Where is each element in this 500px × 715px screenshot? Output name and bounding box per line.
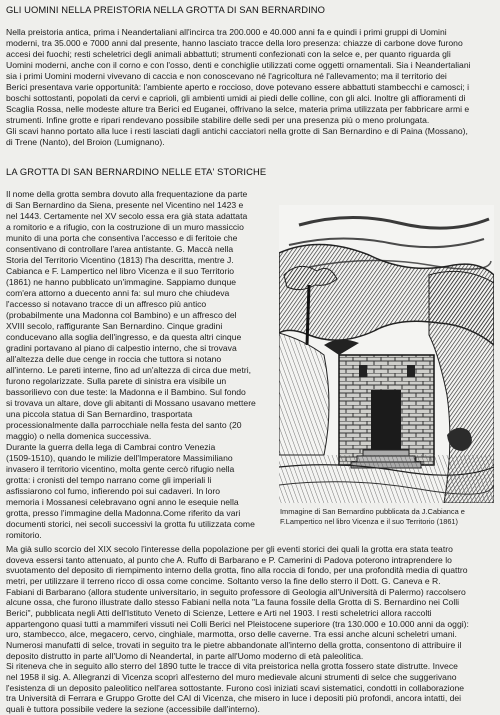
- text-line: Fabiani di Barbarano (allora studente universitario, in seguito professore di Geologia all'Università di Palermo) raccolsero: [6, 586, 466, 597]
- text-line: accesi dei fuochi; resti scheletrici degli animali abbattuti; strumenti confezionati con la selce e, per quanto riguarda gli: [6, 49, 451, 59]
- text-line: di San Bernardino da Siena, presente nel Vicentino nel 1423 e: [6, 200, 244, 210]
- text-line: invasero il territorio vicentino, molta gente cercò rifugio nella: [6, 464, 235, 474]
- text-line: grotta: i cronisti del tempo narrano come gli imperiali li: [6, 475, 212, 485]
- section2-title: LA GROTTA DI SAN BERNARDINO NELLE ETA' STORICHE: [6, 166, 267, 177]
- text-line: quali è tuttora possibile vedere la sezione (accessibile dall'interno).: [6, 704, 260, 714]
- text-line: nel 1443. Certamente nel XV secolo essa era già stata adattata: [6, 211, 248, 221]
- text-line: si trovava un altare, dove gli abitanti di Mossano usavano mettere: [6, 398, 256, 408]
- text-line: furono regolarizzate. Sulla parete di sinistra era visibile un: [6, 376, 227, 386]
- text-line: (1509-1510), quando le milizie dell'Imperatore Massimiliano: [6, 453, 233, 463]
- cave-engraving-image: [279, 205, 494, 503]
- text-line: grotta, presso l'immagine della Madonna.Come riferito da vari: [6, 508, 241, 518]
- text-line: alcune ossa, che furono illustrate dallo stesso Fabiani nella nota "La fauna fossile della Grotta di S. Bernardino nei Colli: [6, 597, 460, 608]
- text-line: metri, per utilizzare il terreno ricco di ossa come concime. Soltanto verso la fine dello sterro il Dott. G. Caneva e R.: [6, 576, 441, 586]
- text-line: Scaglia Rossa, nelle modeste alture tra Berici ed Euganei, offrivano la selce, materia prima utilizzata per fabbricare armi e: [6, 104, 470, 114]
- text-line: bassorilievo con due teste: la Madonna e il Bambino. Sul fondo: [6, 387, 246, 397]
- text-line: Il nome della grotta sembra dovuto alla frequentazione da parte: [6, 189, 248, 199]
- text-line: XVIII secolo, raffigurante San Bernardino. Cinque gradini: [6, 321, 223, 331]
- text-line: documenti storici, nei secoli successivi la grotta fu utilizzata come: [6, 519, 255, 529]
- text-line: Numerosi manufatti di selce, trovati in seguito tra le pietre abbandonate all'interno della grotta, consentono di attribuire il: [6, 640, 462, 650]
- text-line: (probabilmente una Madonna col Bambino) e un affresco del: [6, 310, 237, 320]
- text-line: Si riteneva che in seguito allo sterro del 1890 tutte le tracce di vita preistorica nella grotta fossero state distrutte. Invece: [6, 661, 458, 672]
- text-line: maggio) o nella domenica successiva.: [6, 431, 152, 441]
- text-line: una piccola statua di San Bernardino, trasportata: [6, 409, 193, 419]
- text-line: Gli scavi hanno portato alla luce i resti lasciati dagli antichi cacciatori nella grotte di San Bernardino e di Paina (Mossano),: [6, 126, 468, 136]
- text-line: boschi sottostanti, popolati da cervi e caprioli, gli ambienti umidi ai piedi delle colline, con gli alci. Inoltre gli affioramenti di: [6, 93, 466, 103]
- text-line: munito di una porta che consentiva l'accesso e di feritoie che: [6, 233, 238, 243]
- text-line: romitorio.: [6, 530, 42, 540]
- text-line: svuotamento del deposito di riempimento interno della grotta, fino alla roccia di fondo, per una profondità media di quattro: [6, 565, 468, 576]
- text-line: doveva essersi tanto attenuato, al punto che A. Ruffo di Barbarano e P. Camerini di Padova poterono intraprendere lo: [6, 554, 452, 565]
- text-line: processionalmente dalla parrocchiale nella festa del santo (20: [6, 420, 242, 430]
- text-line: di Trene (Nanto), del Broion (Lumignano).: [6, 137, 165, 147]
- text-line: strumenti. Infine grotte e ripari rendevano possibile stabilire delle sedi per una presenza più o meno prolungata.: [6, 115, 430, 125]
- cave-engraving: [279, 205, 494, 503]
- text-line: moderni, tra 35.000 e 7000 anni dal presente, hanno lasciato tracce della loro presenza: chiazze di carbone dove furono: [6, 38, 463, 48]
- text-line: l'accesso si notavano tracce di un affresco più antico: [6, 299, 207, 309]
- text-line: Nella preistoria antica, prima i Neandertaliani all'incirca tra 200.000 e 40.000 anni fa e quindi i primi gruppi di Uomini: [6, 27, 447, 37]
- text-line: uro, stambecco, alce, megacero, cervo, cinghiale, marmotta, orso delle caverne. Tra essi anche alcuni scheletri umani.: [6, 629, 457, 640]
- text-line: com'era attorno a duecento anni fa: sul muro che chiudeva: [6, 288, 230, 298]
- text-line: a romitorio e a rifugio, con la costruzione di un muro massiccio: [6, 222, 244, 232]
- text-line: memoria i Mossanesi celebravano ogni anno le esequie nella: [6, 497, 239, 507]
- text-line: Uomini moderni, anche con il corno e con l'osso, denti e conchiglie utilizzati come oggetti ornamentali. Sia i Neandertaliani: [6, 60, 471, 70]
- text-line: nel 1958 il sig. A. Allegranzi di Vicenza scoprì all'esterno del muro medievale alcuni strumenti di selce che suggerivano: [6, 672, 457, 682]
- text-line: appartengono quasi tutti a mammiferi vissuti nei Colli Berici nel Pleistocene superiore (tra 130.000 e 10.000 anni da oggi):: [6, 618, 469, 629]
- text-line: Durante la guerra della lega di Cambrai contro Venezia: [6, 442, 216, 452]
- text-line: Ma già sullo scorcio del XIX secolo l'interesse della popolazione per gli eventi storici dei quali la grotta era stata teatro: [6, 544, 453, 554]
- text-line: tra Università di Ferrara e Gruppo Grotte del CAI di Vicenza, che misero in luce i depositi più profondi, ancora intatti, dei: [6, 693, 462, 704]
- caption-line: Immagine di San Bernardino pubblicata da J.Cabianca e: [280, 507, 465, 516]
- text-line: gradini portavano al piano di calpestio interno, che si trovava: [6, 343, 237, 353]
- text-line: sia i primi Uomini moderni vivevano di caccia e non conoscevano né l'agricoltura né l'allevamento; ma il territorio dei: [6, 71, 447, 81]
- text-line: consentivano di controllare l'area antistante. G. Maccà nella: [6, 244, 234, 254]
- text-line: conducevano alla soglia dell'ingresso, e da questa altri cinque: [6, 332, 242, 342]
- text-line: asfissiarono col fumo, infierendo poi sui cadaveri. In loro: [6, 486, 221, 496]
- text-line: Berici presentava varie opportunità: l'ambiente aperto e roccioso, dove potevano essere abbattuti stambecchi e camosci; i: [6, 82, 470, 92]
- text-line: Berici", pubblicata negli Atti dell'Istituto Veneto di Scienze, Lettere e Arti nel 1903. I resti scheletrici allora raccolti: [6, 608, 432, 618]
- text-line: deposito distrutto in parte all'Uomo di Neandertal, in parte all'Uomo moderno di età paleolitica.: [6, 650, 364, 661]
- caption-line: F.Lampertico nel libro Vicenza e il suo Territorio (1861): [280, 517, 459, 526]
- text-line: (1861) ne hanno pubblicato un'immagine. Sappiamo dunque: [6, 277, 237, 287]
- text-line: l'esistenza di un deposito paleolitico nell'area sottostante. Furono così iniziati scavi sistematici, condotti in collaborazione: [6, 682, 465, 693]
- text-line: Storia del Territorio Vicentino (1813) l'ha descritta, mentre J.: [6, 255, 234, 265]
- text-line: Cabianca e F. Lampertico nel libro Vicenza e il suo Territorio: [6, 266, 235, 276]
- text-line: all'interno. Le pareti interne, fino ad un'altezza di circa due metri,: [6, 365, 251, 375]
- text-line: all'altezza delle due cenge in roccia che tuttora si notano: [6, 354, 222, 364]
- section1-title: GLI UOMINI NELLA PREISTORIA NELLA GROTTA DI SAN BERNARDINO: [6, 4, 326, 15]
